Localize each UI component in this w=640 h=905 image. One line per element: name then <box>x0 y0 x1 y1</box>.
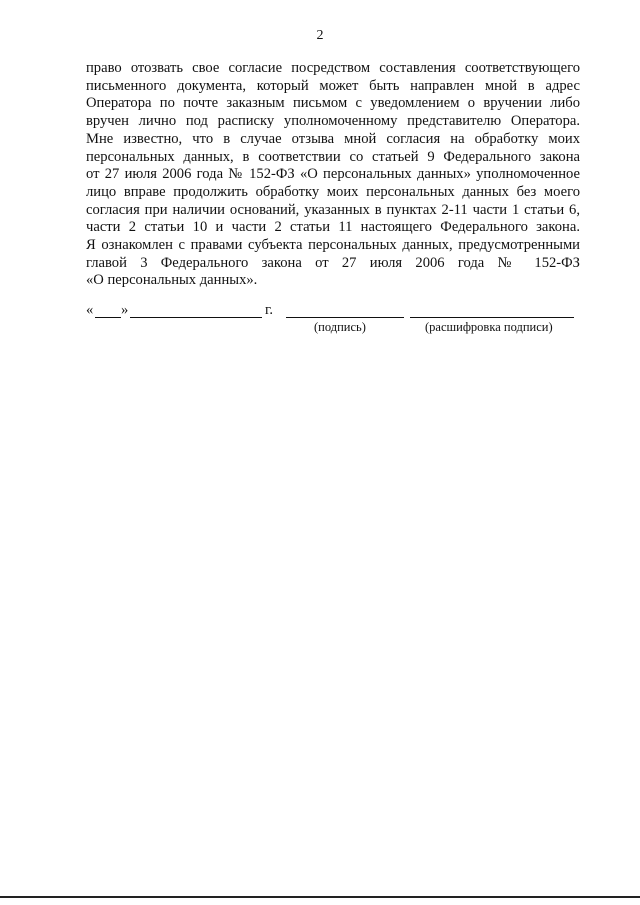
text-line: вручен лично под расписку уполномоченному представителю Оператора. <box>86 113 580 130</box>
text-line: «О персональных данных». <box>86 272 258 289</box>
text-line: персональных данных, в соответствии со статьей 9 Федерального закона <box>86 148 580 165</box>
signature-decode-line <box>410 317 574 318</box>
text-line: главой 3 Федерального закона от 27 июля 2006 года № 152-ФЗ <box>86 254 580 271</box>
text-line: от 27 июля 2006 года № 152-ФЗ «О персональных данных» уполномоченное <box>86 166 580 183</box>
decode-caption: (расшифровка подписи) <box>425 320 553 334</box>
signature-row <box>86 302 580 322</box>
signature-caption: (подпись) <box>314 320 366 334</box>
text-line: лицо вправе продолжить обработку моих персональных данных без моего <box>86 183 580 200</box>
text-line: Я ознакомлен с правами субъекта персональных данных, предусмотренными <box>86 237 580 254</box>
text-line: части 2 статьи 10 и части 2 статьи 11 настоящего Федерального закона. <box>86 219 580 236</box>
text-line: письменного документа, который может быть направлен мной в адрес <box>86 77 580 94</box>
bottom-border <box>0 896 640 898</box>
text-line: Мне известно, что в случае отзыва мной согласия на обработку моих <box>86 130 580 147</box>
year-suffix: г. <box>265 302 273 318</box>
text-line: Оператора по почте заказным письмом с уведомлением о вручении либо <box>86 95 580 112</box>
page-number: 2 <box>316 28 324 43</box>
day-line <box>95 317 121 318</box>
close-quote: » <box>121 302 129 318</box>
open-quote: « <box>86 302 94 318</box>
text-line: согласия при наличии оснований, указанных в пунктах 2-11 части 1 статьи 6, <box>86 201 580 218</box>
text-line: право отозвать свое согласие посредством составления соответствующего <box>86 60 580 76</box>
month-line <box>130 317 262 318</box>
signature-line <box>286 317 404 318</box>
consent-body-text <box>86 60 580 290</box>
